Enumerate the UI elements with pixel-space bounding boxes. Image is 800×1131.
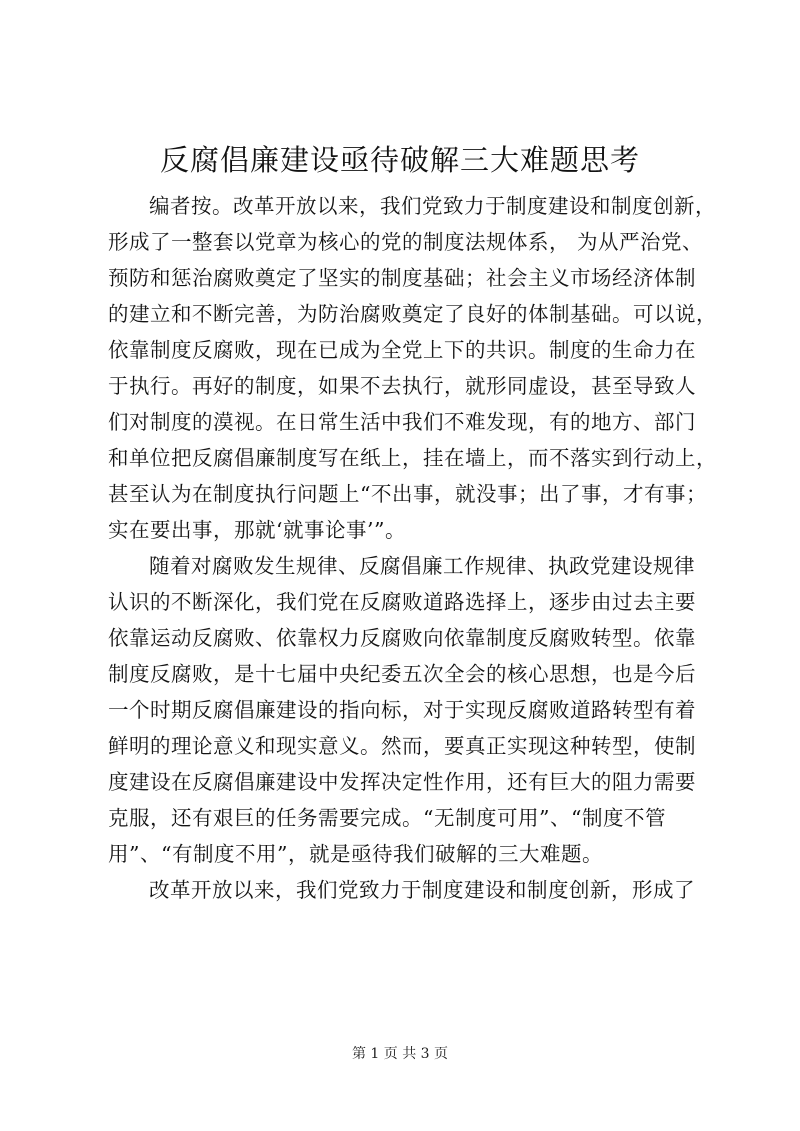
paragraph-line: 一个时期反腐倡廉建设的指向标，对于实现反腐败道路转型有着 [108, 698, 696, 722]
document-body [108, 188, 717, 908]
paragraph-line: 克服，还有艰巨的任务需要完成。“无制度可用”、“制度不管 [108, 806, 666, 830]
paragraph-line: 编者按。改革开放以来，我们党致力于制度建设和制度创新， [149, 194, 716, 218]
paragraph-line: 形成了一整套以党章为核心的党的制度法规体系， 为从严治党、 [108, 230, 704, 254]
paragraph-line: 随着对腐败发生规律、反腐倡廉工作规律、执政党建设规律 [149, 554, 695, 578]
paragraph-line: 依靠运动反腐败、依靠权力反腐败向依靠制度反腐败转型。依靠 [108, 626, 696, 650]
paragraph-line: 认识的不断深化，我们党在反腐败道路选择上，逐步由过去主要 [108, 590, 696, 614]
paragraph-line: 实在要出事，那就‘就事论事’”。 [108, 518, 407, 542]
paragraph-line: 甚至认为在制度执行问题上“不出事，就没事；出了事，才有事； [108, 482, 707, 506]
paragraph-line: 度建设在反腐倡廉建设中发挥决定性作用，还有巨大的阻力需要 [108, 770, 696, 794]
paragraph-line: 于执行。再好的制度，如果不去执行，就形同虚设，甚至导致人 [108, 374, 696, 398]
paragraph [108, 188, 717, 548]
paragraph [108, 872, 708, 908]
paragraph-line: 改革开放以来，我们党致力于制度建设和制度创新，形成了 [149, 878, 695, 902]
paragraph-line: 预防和惩治腐败奠定了坚实的制度基础；社会主义市场经济体制 [108, 266, 696, 290]
paragraph-line: 的建立和不断完善，为防治腐败奠定了良好的体制基础。可以说， [108, 302, 717, 326]
paragraph-line: 制度反腐败，是十七届中央纪委五次全会的核心思想，也是今后 [108, 662, 696, 686]
paragraph-line: 鲜明的理论意义和现实意义。然而，要真正实现这种转型，使制 [108, 734, 696, 758]
page-number-footer: 第 1 页 共 3 页 [351, 1046, 449, 1062]
paragraph-line: 依靠制度反腐败，现在已成为全党上下的共识。制度的生命力在 [108, 338, 696, 362]
paragraph [108, 548, 708, 872]
paragraph-line: 和单位把反腐倡廉制度写在纸上，挂在墙上，而不落实到行动上， [108, 446, 717, 470]
paragraph-line: 用”、“有制度不用”，就是亟待我们破解的三大难题。 [108, 842, 603, 866]
document-title: 反腐倡廉建设亟待破解三大难题思考 [159, 143, 640, 177]
paragraph-line: 们对制度的漠视。在日常生活中我们不难发现，有的地方、部门 [108, 410, 696, 434]
